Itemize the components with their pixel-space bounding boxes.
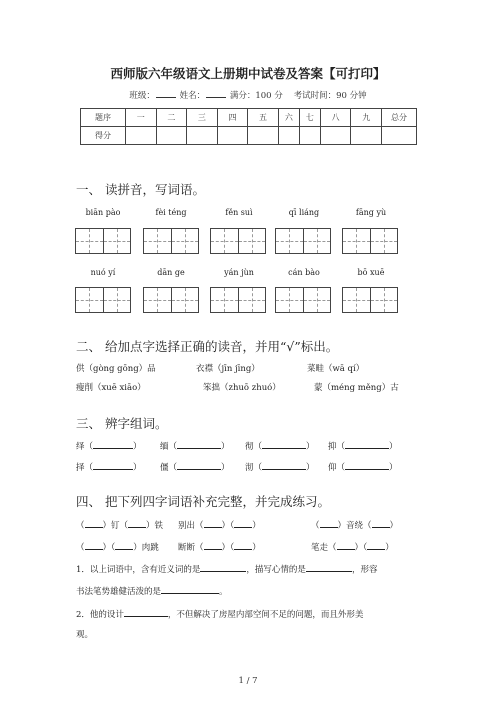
- writing-grid[interactable]: [75, 228, 131, 254]
- pinyin-label: bō xuē: [357, 268, 385, 277]
- answer-blank[interactable]: [337, 540, 355, 550]
- answer-blank[interactable]: [367, 540, 385, 550]
- writing-grid[interactable]: [275, 287, 331, 313]
- header-cell: 六: [278, 109, 299, 127]
- writing-grid[interactable]: [275, 228, 331, 254]
- answer-blank[interactable]: [161, 584, 219, 594]
- writing-grid[interactable]: [143, 228, 199, 254]
- score-cell: [351, 127, 382, 145]
- writing-grid[interactable]: [342, 228, 398, 254]
- pinyin-label: nuó yí: [90, 268, 116, 277]
- pinyin-label: yán jùn: [224, 268, 254, 277]
- question-2-cont: 观。: [76, 630, 94, 640]
- answer-blank[interactable]: [234, 518, 252, 528]
- reading-item: 菜畦（wā qí）: [307, 364, 365, 374]
- pinyin-label: fèi téng: [155, 208, 187, 217]
- answer-blank[interactable]: [262, 460, 306, 470]
- word-group-item: 择（ ）: [76, 460, 142, 473]
- score-cell: [278, 127, 299, 145]
- full-score: 满分：100 分: [229, 91, 283, 101]
- writing-grid[interactable]: [210, 287, 266, 313]
- score-cell: [156, 127, 187, 145]
- answer-blank[interactable]: [85, 540, 103, 550]
- writing-grid[interactable]: [210, 228, 266, 254]
- answer-blank[interactable]: [200, 562, 246, 572]
- answer-blank[interactable]: [345, 439, 389, 449]
- score-row: [81, 127, 417, 145]
- word-group-item: 抑（ ）: [328, 439, 398, 452]
- exam-time: 考试时间：90 分钟: [293, 91, 367, 101]
- name-blank: [206, 89, 226, 98]
- class-blank: [156, 89, 176, 98]
- header-cell: 四: [217, 109, 248, 127]
- answer-blank[interactable]: [345, 460, 389, 470]
- page-number: 1 / 7: [238, 676, 258, 686]
- answer-blank[interactable]: [115, 540, 133, 550]
- writing-grid[interactable]: [143, 287, 199, 313]
- header-cell: 七: [299, 109, 320, 127]
- reading-item: 笨拙（zhuō zhuó）: [203, 383, 281, 393]
- question-1-cont: 书法笔势雄健活泼的是 。: [76, 584, 228, 597]
- section1-heading: 一、 读拼音，写词语。: [76, 182, 205, 197]
- answer-blank[interactable]: [372, 518, 390, 528]
- score-cell: [299, 127, 320, 145]
- score-cell: [320, 127, 351, 145]
- answer-blank[interactable]: [204, 518, 222, 528]
- header-cell: 五: [248, 109, 279, 127]
- reading-item: 蒙（méng měng）古: [314, 383, 399, 393]
- answer-blank[interactable]: [128, 518, 146, 528]
- word-group-item: 沏（ ）: [245, 460, 315, 473]
- header-cell: 三: [187, 109, 218, 127]
- idiom-item: 笔走（ ）（ ）: [311, 540, 394, 553]
- header-cell: 总分: [382, 109, 417, 127]
- reading-item: 瘦削（xuē xiāo）: [76, 383, 146, 393]
- answer-blank[interactable]: [177, 460, 221, 470]
- section3-heading: 三、 辨字组词。: [76, 416, 168, 431]
- word-group-item: 缅（ ）: [160, 439, 230, 452]
- word-group-item: 仰（ ）: [328, 460, 398, 473]
- word-group-item: 僵（ ）: [160, 460, 230, 473]
- name-label: 姓名：: [179, 91, 206, 101]
- score-cell: [248, 127, 279, 145]
- page-title: 西师版六年级语文上册期中试卷及答案【可打印】: [110, 66, 386, 81]
- answer-blank[interactable]: [234, 540, 252, 550]
- idiom-item: （ ）钉（ ）铁: [76, 518, 163, 531]
- idiom-item: 断断（ ）（ ）: [178, 540, 261, 553]
- section2-heading: 二、 给加点字选择正确的读音，并用“√”标出。: [76, 339, 339, 354]
- pinyin-label: cán bào: [288, 268, 320, 277]
- answer-blank[interactable]: [177, 439, 221, 449]
- writing-grid[interactable]: [75, 287, 131, 313]
- exam-info: [0, 89, 496, 101]
- idiom-item: 别出（ ）（ ）: [178, 518, 261, 531]
- class-label: 班级：: [129, 91, 155, 101]
- pinyin-label: fěn suì: [225, 208, 253, 217]
- answer-blank[interactable]: [93, 439, 133, 449]
- pinyin-label: qī liáng: [288, 208, 320, 217]
- answer-blank[interactable]: [262, 439, 306, 449]
- reading-item: 衣襟（jīn jīng）: [196, 364, 260, 374]
- section4-heading: 四、 把下列四字词语补充完整，并完成练习。: [76, 494, 330, 509]
- header-cell: 二: [156, 109, 187, 127]
- score-cell: [126, 127, 157, 145]
- header-cell: 九: [351, 109, 382, 127]
- score-cell: [187, 127, 218, 145]
- header-cell: 题序: [81, 109, 126, 127]
- header-cell: 八: [320, 109, 351, 127]
- answer-blank[interactable]: [124, 607, 168, 617]
- reading-item: 供（gòng gōng）品: [76, 364, 156, 374]
- writing-grid[interactable]: [342, 287, 398, 313]
- pinyin-label: biān pào: [85, 208, 121, 217]
- answer-blank[interactable]: [93, 460, 133, 470]
- answer-blank[interactable]: [204, 540, 222, 550]
- idiom-item: （ ）（ ）肉跳: [76, 540, 159, 553]
- header-cell: 一: [126, 109, 157, 127]
- pinyin-label: fāng yù: [355, 208, 387, 217]
- score-cell: [217, 127, 248, 145]
- pinyin-label: dān ge: [157, 268, 185, 277]
- word-group-item: 绎（ ）: [76, 439, 142, 452]
- answer-blank[interactable]: [85, 518, 103, 528]
- idiom-item: （ ）音绕（ ）: [311, 518, 398, 531]
- score-header-row: [81, 109, 417, 127]
- answer-blank[interactable]: [320, 518, 338, 528]
- score-cell: [382, 127, 417, 145]
- answer-blank[interactable]: [306, 562, 352, 572]
- score-row-label: 得分: [81, 127, 126, 145]
- score-table: [80, 108, 417, 145]
- word-group-item: 彻（ ）: [245, 439, 315, 452]
- question-1: 1．以上词语中，含有近义词的是 ，描写心情的是 ，形容: [76, 562, 377, 575]
- question-2: 2．他的设计 ，不但解决了房屋内部空间不足的问题，而且外形美: [76, 607, 363, 620]
